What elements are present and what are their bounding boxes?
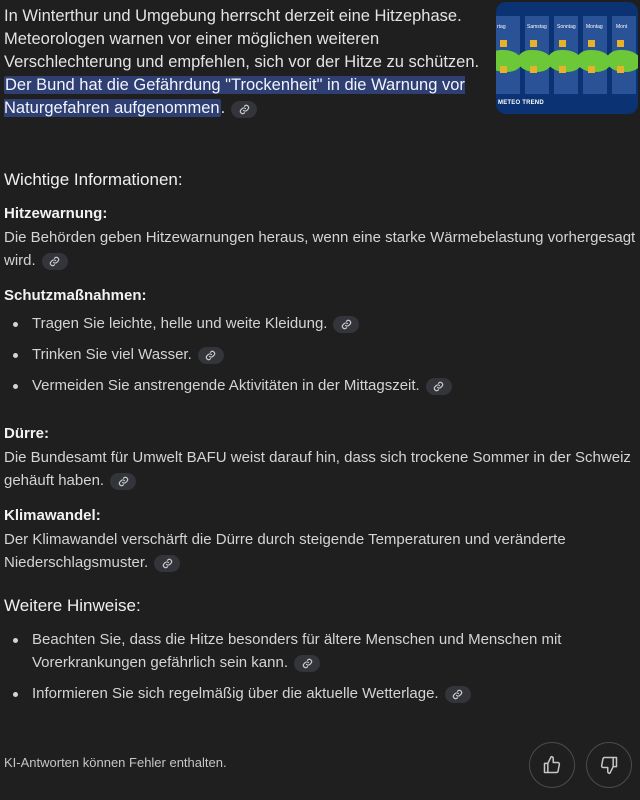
protection-title: Schutzmaßnahmen: bbox=[4, 287, 147, 304]
intro-highlight: Der Bund hat die Gefährdung "Trockenheit" in die Warnung vor Naturgefahren aufgenommen bbox=[4, 76, 465, 117]
source-link-button[interactable] bbox=[110, 473, 136, 490]
link-icon bbox=[341, 319, 352, 330]
list-item bbox=[4, 343, 636, 366]
thumbnail-day: Mont bbox=[616, 24, 628, 30]
heat-warning-text-content: Die Behörden geben Hitzewarnungen heraus, wenn eine starke Wärmebelastung vorhergesagt wird. bbox=[4, 229, 636, 269]
source-link-button[interactable] bbox=[294, 655, 320, 672]
protection-list bbox=[4, 312, 636, 397]
list-item bbox=[4, 628, 636, 674]
link-icon bbox=[452, 689, 463, 700]
climate-title: Klimawandel: bbox=[4, 507, 101, 524]
source-link-button[interactable] bbox=[42, 253, 68, 270]
thumbs-up-icon bbox=[542, 755, 562, 775]
intro-text-end: . bbox=[220, 99, 226, 117]
list-item-text: Trinken Sie viel Wasser. bbox=[32, 346, 192, 363]
intro-paragraph bbox=[4, 5, 480, 120]
thumbnail-brand: METEO TREND bbox=[498, 100, 544, 106]
list-item-text: Vermeiden Sie anstrengende Aktivitäten in der Mittagszeit. bbox=[32, 377, 420, 394]
source-link-button[interactable] bbox=[333, 316, 359, 333]
link-icon bbox=[49, 256, 60, 267]
heat-warning-title: Hitzewarnung: bbox=[4, 205, 108, 222]
thumbs-down-button[interactable] bbox=[586, 742, 632, 788]
thumbs-up-button[interactable] bbox=[529, 742, 575, 788]
drought-text bbox=[4, 446, 636, 492]
list-item-text: Beachten Sie, dass die Hitze besonders für ältere Menschen und Menschen mit Vorerkrankungen gefährlich sein kann. bbox=[32, 631, 562, 671]
list-item bbox=[4, 682, 636, 705]
list-item bbox=[4, 312, 636, 335]
link-icon bbox=[162, 558, 173, 569]
link-icon bbox=[433, 381, 444, 392]
thumbnail-day: Samstag bbox=[527, 24, 547, 30]
source-link-button[interactable] bbox=[198, 347, 224, 364]
link-icon bbox=[118, 476, 129, 487]
weather-thumbnail[interactable] bbox=[496, 2, 638, 114]
drought-title: Dürre: bbox=[4, 425, 50, 442]
thumbnail-day: Sonntag bbox=[557, 24, 576, 30]
source-link-button[interactable] bbox=[231, 101, 257, 118]
drought-text-content: Die Bundesamt für Umwelt BAFU weist darauf hin, dass sich trockene Sommer in der Schweiz gehäuft haben. bbox=[4, 449, 631, 489]
source-link-button[interactable] bbox=[445, 686, 471, 703]
link-icon bbox=[302, 658, 313, 669]
source-link-button[interactable] bbox=[154, 555, 180, 572]
list-item-text: Tragen Sie leichte, helle und weite Kleidung. bbox=[32, 315, 328, 332]
list-item bbox=[4, 374, 636, 397]
more-list bbox=[4, 628, 636, 705]
thumbnail-day: rtag bbox=[497, 24, 506, 30]
important-heading: Wichtige Informationen: bbox=[4, 170, 183, 189]
thumbnail-day: Montag bbox=[586, 24, 603, 30]
climate-text bbox=[4, 528, 636, 574]
intro-block bbox=[4, 0, 636, 150]
heat-warning-text bbox=[4, 226, 636, 272]
ai-disclaimer: KI-Antworten können Fehler enthalten. bbox=[4, 755, 227, 770]
intro-text: In Winterthur und Umgebung herrscht derzeit eine Hitzephase. Meteorologen warnen vor einer möglichen weiteren Verschlechterung und empfehlen, sich vor der Hitze zu schützen. bbox=[4, 7, 480, 71]
source-link-button[interactable] bbox=[426, 378, 452, 395]
list-item-text: Informieren Sie sich regelmäßig über die aktuelle Wetterlage. bbox=[32, 685, 439, 702]
ai-overview bbox=[4, 0, 636, 705]
more-heading: Weitere Hinweise: bbox=[4, 596, 141, 615]
link-icon bbox=[239, 104, 250, 115]
climate-text-content: Der Klimawandel verschärft die Dürre durch steigende Temperaturen und veränderte Niederschlagsmuster. bbox=[4, 531, 566, 571]
thumbs-down-icon bbox=[599, 755, 619, 775]
link-icon bbox=[205, 350, 216, 361]
